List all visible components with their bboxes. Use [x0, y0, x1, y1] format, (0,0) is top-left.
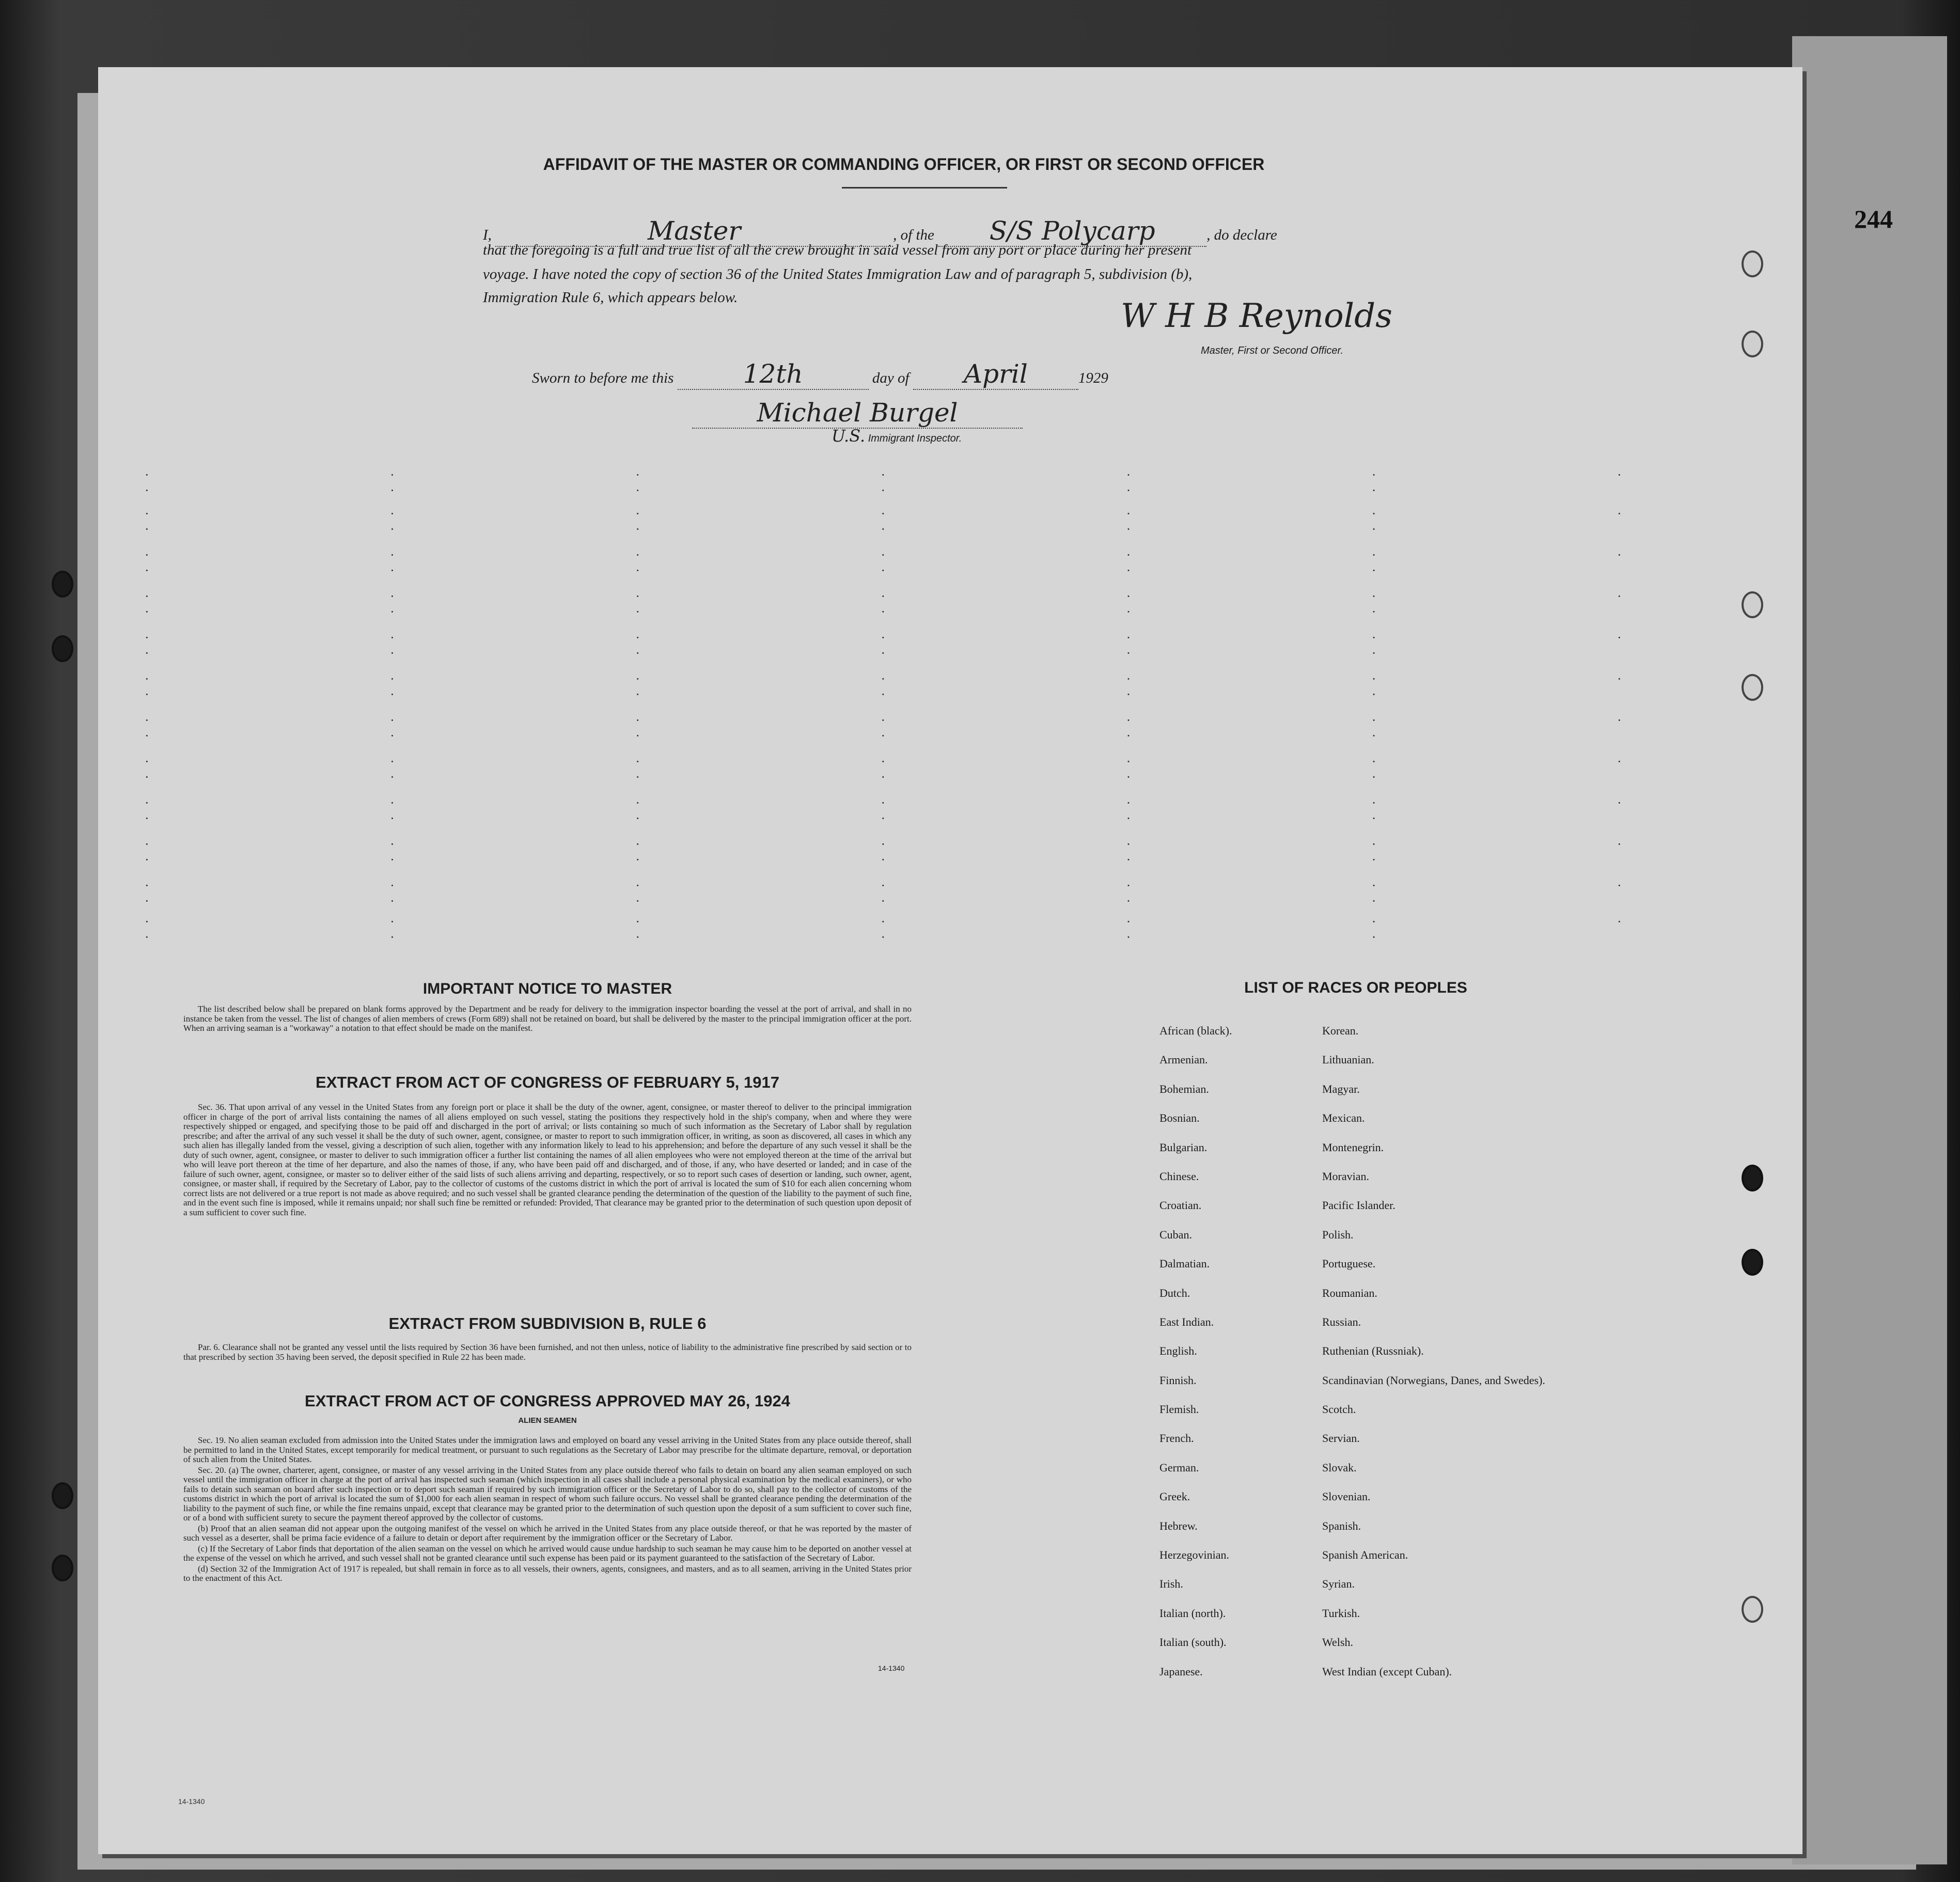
race-item: Turkish.: [1322, 1606, 1360, 1620]
race-item: Japanese.: [1159, 1665, 1203, 1678]
races-title: LIST OF RACES OR PEOPLES: [1244, 979, 1467, 996]
punch-hole-icon: [1742, 250, 1763, 277]
race-item: Korean.: [1322, 1024, 1359, 1037]
declaration-prefix: I,: [483, 227, 492, 243]
declaration-text-2: that the foregoing is a full and true list of all the crew brought in said vessel from any port or place during her present: [483, 242, 1192, 258]
punch-hole-icon: [1742, 1596, 1763, 1623]
race-item: Irish.: [1159, 1577, 1183, 1591]
races-right-column: [1322, 1025, 1545, 1695]
race-item: Servian.: [1322, 1432, 1360, 1445]
race-item: Mexican.: [1322, 1111, 1365, 1125]
title-divider: [842, 187, 1007, 189]
race-item: Hebrew.: [1159, 1519, 1198, 1532]
notice-title: IMPORTANT NOTICE TO MASTER: [422, 980, 672, 997]
race-item: Russian.: [1322, 1315, 1361, 1328]
inspector-caption-line: [832, 426, 962, 446]
bottom-form-code: 14-1340: [178, 1797, 205, 1806]
race-item: West Indian (except Cuban).: [1322, 1665, 1452, 1678]
sec-20a-paragraph: Sec. 20. (a) The owner, charterer, agent, consignee, or master of any vessel arriving in the United States from any place outside thereof who fails to detain on board any alien seaman employed on such vessel until the immigration officer in charge at the port of arrival has inspected such seaman (which inspection in all cases shall include a personal physical examination by the medical examiners), or who fails to detain such seaman on board after such inspection or to deport such seaman if required by such immigration officer or the Secretary of Labor to do so, shall pay to the collector of customs of the customs district in which the port of arrival is located the sum of $1,000 for each alien seaman in respect of whom such failure occurs. No vessel shall be granted clearance pending the determination of the liability to the payment of such fine, or while the fine remains unpaid, except that clearance may be granted prior to the determination of such question upon the deposit of a sum sufficient to cover such fine, or of a bond with sufficient surety to secure the payment thereof approved by the collector of customs.: [183, 1465, 912, 1523]
section-36-paragraph: Sec. 36. That upon arrival of any vessel in the United States from any foreign port or place it shall be the duty of the owner, agent, consignee, or master thereof to deliver to the principal immigration officer in charge of the port of arrival lists containing the names of all aliens employed on such vessel, stating the positions they respectively hold in the ship's company, when and where they were respectively shipped or engaged, and specifying those to be paid off and discharged in the port of arrival; or lists containing so much of such information as the Secretary of Labor shall by regulation prescribe; and after the arrival of any such vessel it shall be the duty of such owner, agent, consignee, or master to report to such immigration officer, in writing, as soon as discovered, all cases in which any such alien has illegally landed from the vessel, giving a description of such alien, together with any information likely to lead to his apprehension; and before the departure of any such vessel it shall be the duty of such owner, agent, consignee, or master to deliver to such immigration officer a further list containing the names of all alien employees who were not employed thereon at the time of the arrival but who will leave port thereon at the time of her departure, and also the names of those, if any, who have been paid off and discharged, and of those, if any, who have deserted or landed; and in case of the failure of such owner, agent, consignee, or master so to deliver either of the said lists of such aliens arriving and departing, respectively, or so to report such cases of desertion or landing, such owner, agent, consignee, or master shall, if required by the Secretary of Labor, pay to the collector of customs of the customs district in which the port of arrival is located the sum of $10 for each alien concerning whom correct lists are not delivered or a true report is not made as above required; and no such vessel shall be granted clearance pending the determination of the question of the liability to the payment of such fine, and in the event such fine is imposed, while it remains unpaid; nor shall such fine be remitted or refunded: Provided, That clearance may be granted prior to the determination of such question upon deposit of a sum sufficient to cover such fine.: [183, 1102, 912, 1217]
race-item: Bohemian.: [1159, 1082, 1209, 1095]
race-item: Cuban.: [1159, 1228, 1192, 1241]
master-name: Master: [648, 216, 741, 246]
race-item: Ruthenian (Russniak).: [1322, 1344, 1424, 1358]
race-item: Armenian.: [1159, 1053, 1208, 1067]
race-item: Spanish American.: [1322, 1548, 1408, 1562]
race-item: Flemish.: [1159, 1403, 1199, 1416]
inspector-prefix: U.S.: [832, 426, 866, 446]
declaration-text-4: Immigration Rule 6, which appears below.: [483, 289, 738, 306]
races-left-column: [1159, 1025, 1232, 1695]
master-signature-caption: Master, First or Second Officer.: [1201, 345, 1344, 356]
race-item: Finnish.: [1159, 1373, 1197, 1387]
race-item: French.: [1159, 1432, 1194, 1445]
sec-20b-paragraph: (b) Proof that an alien seaman did not appear upon the outgoing manifest of the vessel on which he arrived in the United States from any place outside thereof, or that he was reported by the master of such vessel as a deserter, shall be prima facie evidence of a failure to detain or deport after requirement by the immigration officer or the Secretary of Labor.: [183, 1523, 912, 1543]
sworn-mid: day of: [872, 370, 910, 386]
sworn-month: April: [963, 359, 1028, 389]
sworn-day-field: [678, 359, 869, 390]
race-item: Italian (south).: [1159, 1636, 1227, 1649]
inspector-signature: Michael Burgel: [757, 398, 958, 428]
declaration-suffix: , do declare: [1206, 227, 1277, 243]
race-item: Magyar.: [1322, 1082, 1360, 1095]
declaration-text-3: voyage. I have noted the copy of section 36 of the United States Immigration Law and of paragraph 5, subdivision (b),: [483, 266, 1193, 283]
extract-1924-title: EXTRACT FROM ACT OF CONGRESS APPROVED MAY 26, 1924: [305, 1392, 790, 1410]
race-item: Lithuanian.: [1322, 1053, 1374, 1067]
race-item: African (black).: [1159, 1024, 1232, 1037]
punch-hole-icon: [52, 571, 73, 598]
inspector-caption: Immigrant Inspector.: [868, 433, 962, 444]
race-item: Roumanian.: [1322, 1286, 1377, 1299]
race-item: Scotch.: [1322, 1403, 1356, 1416]
extract-1917-title: EXTRACT FROM ACT OF CONGRESS OF FEBRUARY 5, 1917: [316, 1073, 779, 1091]
punch-hole-icon: [52, 1482, 73, 1509]
race-item: Portuguese.: [1322, 1257, 1376, 1271]
race-item: Croatian.: [1159, 1199, 1202, 1212]
race-item: Slovenian.: [1322, 1490, 1371, 1503]
race-item: Slovak.: [1322, 1461, 1357, 1474]
subdivision-title: EXTRACT FROM SUBDIVISION B, RULE 6: [388, 1314, 707, 1332]
race-item: Herzegovinian.: [1159, 1548, 1229, 1562]
race-item: Spanish.: [1322, 1519, 1361, 1532]
alien-seamen-subtitle: ALIEN SEAMEN: [518, 1416, 577, 1425]
form-code: 14-1340: [878, 1664, 905, 1672]
notice-text: [183, 1005, 912, 1034]
master-signature: W H B Reynolds: [1121, 297, 1392, 335]
race-item: Pacific Islander.: [1322, 1199, 1395, 1212]
sec-19-paragraph: Sec. 19. No alien seaman excluded from admission into the United States under the immigration laws and employed on board any vessel arriving in the United States from any place outside thereof, shall be permitted to land in the United States, except temporarily for medical treatment, or pursuant to such regulations as the Secretary of Labor may prescribe for the ultimate departure, removal, or deportation of such alien from the United States.: [183, 1435, 912, 1464]
race-item: East Indian.: [1159, 1315, 1214, 1328]
race-item: Chinese.: [1159, 1169, 1199, 1183]
punch-hole-icon: [52, 635, 73, 662]
sworn-month-field: [913, 359, 1078, 390]
sec-20d-paragraph: (d) Section 32 of the Immigration Act of 1917 is repealed, but shall remain in force as to all vessels, their owners, agents, consignees, and masters, and as to all seamen, arriving in the United States prior to the enactment of this Act.: [183, 1563, 912, 1583]
race-item: Dutch.: [1159, 1286, 1190, 1299]
par-6-paragraph: Par. 6. Clearance shall not be granted any vessel until the lists required by Section 36 have been furnished, and not then unless, notice of liability to the administrative fine prescribed by said section or to that prescribed by section 35 having been served, the deposit specified in Rule 22 has been made.: [183, 1342, 912, 1362]
extract-1924-text: [183, 1436, 912, 1585]
punch-hole-icon: [1742, 1165, 1763, 1191]
punch-hole-icon: [52, 1555, 73, 1581]
declaration-mid: , of the: [893, 227, 934, 243]
right-sheet: [1792, 36, 1947, 1864]
punch-hole-icon: [1742, 331, 1763, 357]
race-item: Polish.: [1322, 1228, 1354, 1241]
page-number: 244: [1854, 205, 1893, 233]
race-item: Dalmatian.: [1159, 1257, 1210, 1271]
vessel-name: S/S Polycarp: [989, 216, 1155, 246]
sec-20c-paragraph: (c) If the Secretary of Labor finds that deportation of the alien seaman on the vessel on which he arrived would cause undue hardship to such seaman he may cause him to be deported on another vessel at the expense of the vessel on which he arrived, and such vessel shall not be granted clearance until such expense has been paid or its payment guaranteed to the satisfaction of the Secretary of Labor.: [183, 1543, 912, 1563]
race-item: German.: [1159, 1461, 1199, 1474]
race-item: Bosnian.: [1159, 1111, 1200, 1125]
race-item: Montenegrin.: [1322, 1140, 1384, 1154]
inspector-signature-field: [692, 398, 1023, 429]
sworn-line: [532, 359, 1108, 390]
race-item: Scandinavian (Norwegians, Danes, and Swedes).: [1322, 1373, 1545, 1387]
race-item: Bulgarian.: [1159, 1140, 1208, 1154]
race-item: English.: [1159, 1344, 1197, 1358]
race-item: Greek.: [1159, 1490, 1190, 1503]
notice-paragraph: The list described below shall be prepared on blank forms approved by the Department and be ready for delivery to the immigration inspector boarding the vessel at the port of arrival, and shall in no instance be taken from the vessel. The list of changes of alien members of crews (Form 689) shall not be retained on board, but shall be delivered by the master to the principal immigration officer at the port. When an arriving seaman is a "workaway" a notation to that effect should be made on the manifest.: [183, 1004, 912, 1033]
sworn-year: 1929: [1078, 370, 1108, 386]
extract-1917-text: [183, 1103, 912, 1218]
sworn-prefix: Sworn to before me this: [532, 370, 674, 386]
sworn-day: 12th: [743, 359, 803, 389]
affidavit-title: AFFIDAVIT OF THE MASTER OR COMMANDING OFFICER, OR FIRST OR SECOND OFFICER: [543, 155, 1265, 174]
subdivision-text: [183, 1343, 912, 1363]
race-item: Italian (north).: [1159, 1606, 1226, 1620]
race-item: Welsh.: [1322, 1636, 1353, 1649]
race-item: Moravian.: [1322, 1169, 1370, 1183]
race-item: Syrian.: [1322, 1577, 1355, 1591]
punch-hole-icon: [1742, 1249, 1763, 1276]
affidavit-page: [98, 67, 1802, 1854]
